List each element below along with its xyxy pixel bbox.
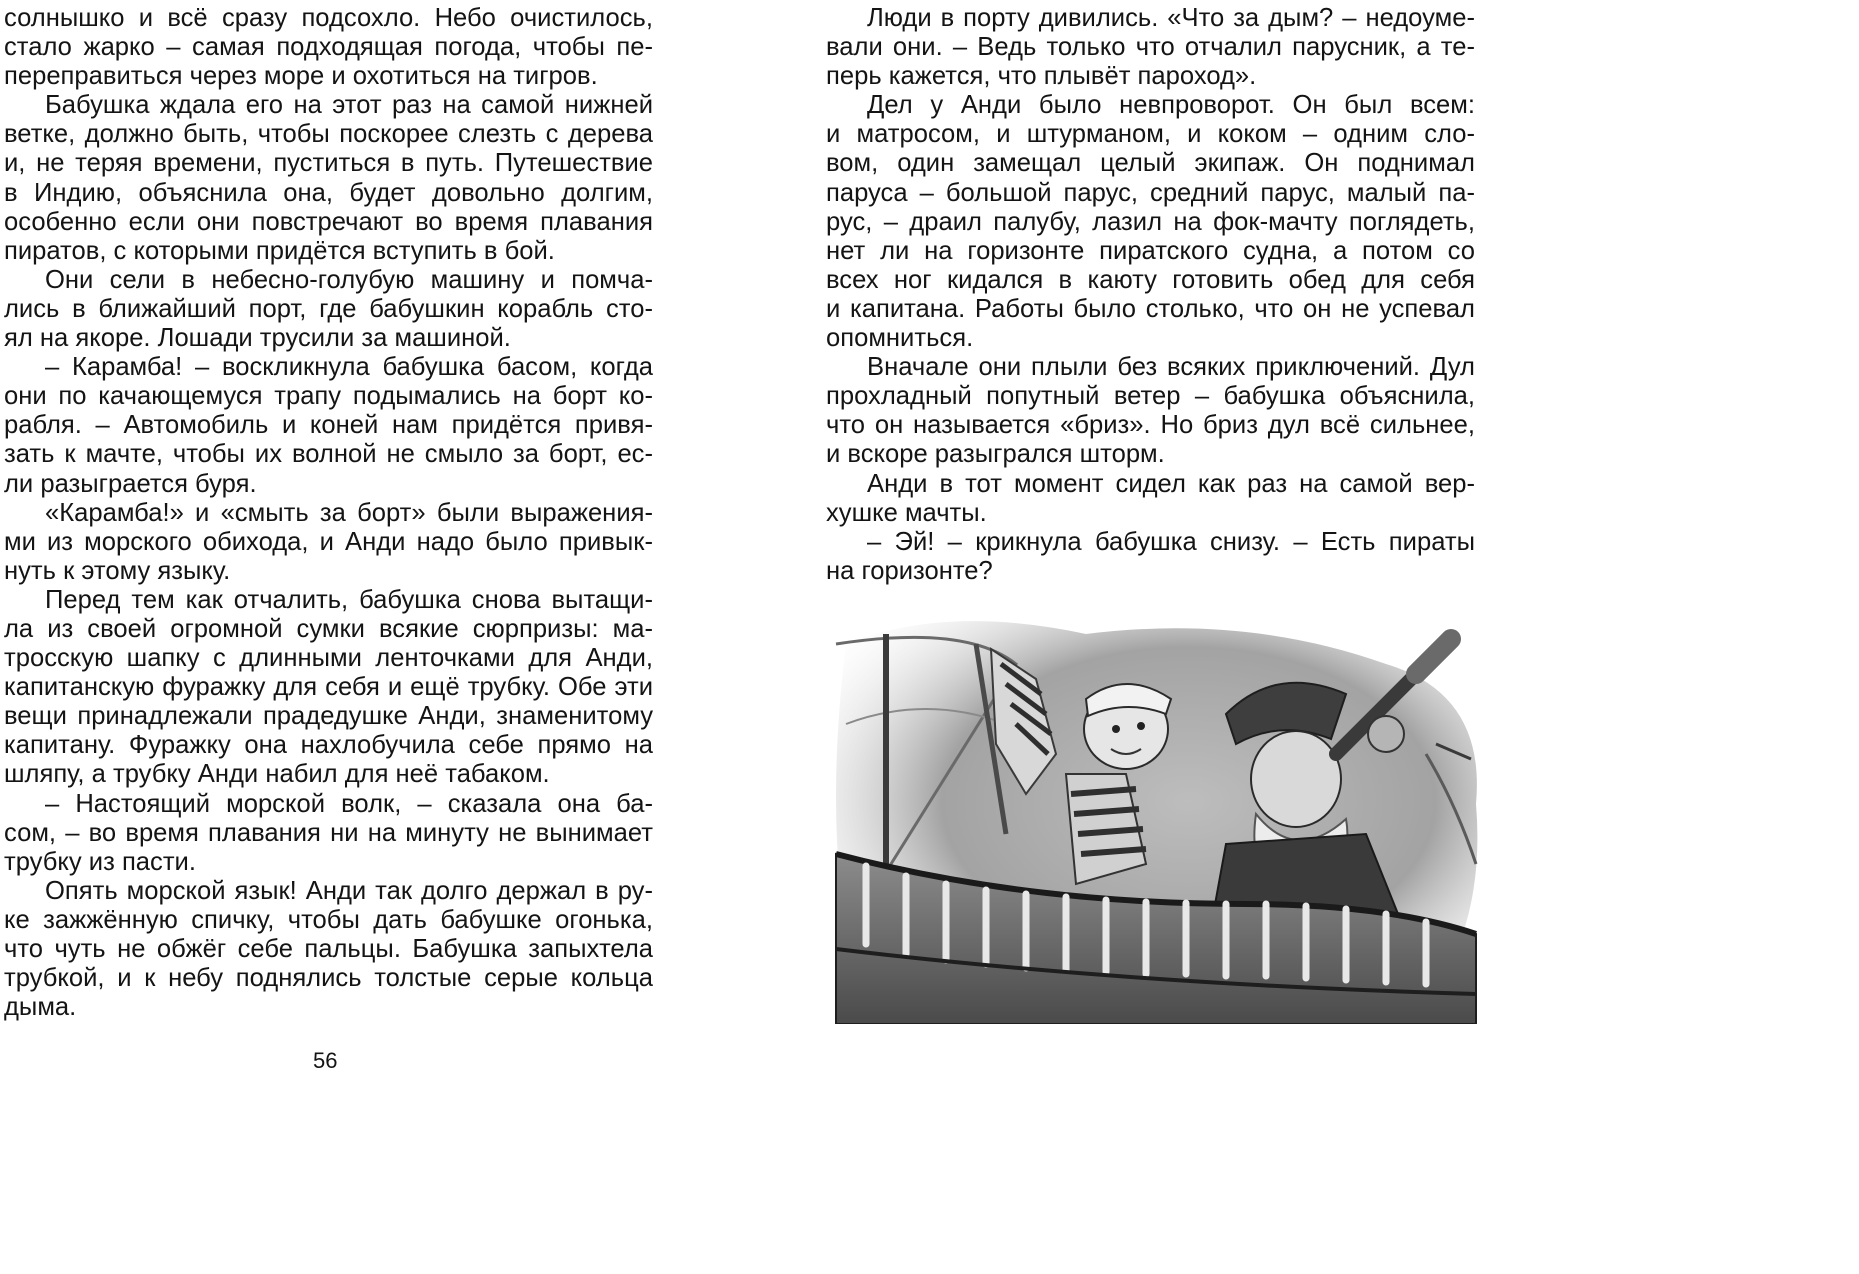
left-text-column (4, 4, 653, 1022)
text-line: пиратов, с которыми придётся вступить в бой. (4, 236, 555, 265)
text-line: Люди в порту дивились. «Что за дым? – недоуме- (867, 4, 1475, 32)
text-line: стало жарко – самая подходящая погода, чтобы пе- (4, 33, 653, 62)
text-line: сом, – во время плавания ни на минуту не вынимает (4, 818, 653, 847)
text-line: тросскую шапку с длинными ленточками для Анди, (4, 644, 653, 673)
text-line: и, не теряя времени, пуститься в путь. Путешествие (4, 149, 653, 178)
text-line: всех ног кидался в каюту готовить обед для себя (826, 265, 1475, 294)
text-line: ял на якоре. Лошади трусили за машиной. (4, 324, 511, 353)
text-line: паруса – большой парус, средний парус, малый па- (826, 178, 1475, 207)
text-line: солнышко и всё сразу подсохло. Небо очистилось, (4, 4, 653, 32)
text-line: перь кажется, что плывёт пароход». (826, 62, 1257, 91)
ship-illustration (826, 604, 1486, 1024)
text-line: ла из своей огромной сумки всякие сюрпризы: ма- (4, 614, 653, 643)
text-line: особенно если они повстречают во время плавания (4, 207, 653, 236)
text-line: Вначале они плыли без всяких приключений. Дул (867, 353, 1475, 382)
text-line: ветке, должно быть, чтобы поскорее слезть с дерева (4, 120, 653, 149)
text-line: шляпу, а трубку Анди набил для неё табаком. (4, 760, 550, 789)
text-line: они по качающемуся трапу подымались на борт ко- (4, 382, 653, 411)
text-line: Они сели в небесно-голубую машину и помча- (45, 265, 653, 294)
text-line: капитанскую фуражку для себя и ещё трубку. Обе эти (4, 673, 653, 702)
text-line: нуть к этому языку. (4, 556, 231, 585)
text-line: – Настоящий морской волк, – сказала она ба- (45, 789, 653, 818)
text-line: зать к мачте, чтобы их волной не смыло за борт, ес- (4, 440, 653, 469)
text-line: прохладный попутный ветер – бабушка объяснила, (826, 382, 1475, 411)
text-line: и вскоре разыгрался шторм. (826, 440, 1165, 469)
text-line: Перед тем как отчалить, бабушка снова вытащи- (45, 585, 653, 614)
text-line: переправиться через море и охотиться на тигров. (4, 62, 598, 91)
text-line: Опять морской язык! Анди так долго держал в ру- (45, 876, 653, 905)
text-line: ке зажжённую спичку, чтобы дать бабушке огонька, (4, 905, 653, 934)
ship-illustration-drawing (826, 604, 1486, 1024)
text-line: что он называется «бриз». Но бриз дул всё сильнее, (826, 411, 1475, 440)
text-line: хушке мачты. (826, 498, 987, 527)
text-line: вали они. – Ведь только что отчалил парусник, а те- (826, 33, 1475, 62)
text-line: Дел у Анди было невпроворот. Он был всем: (867, 91, 1475, 120)
text-line: – Карамба! – воскликнула бабушка басом, когда (45, 353, 653, 382)
text-line: трубкой, и к небу поднялись толстые серые кольца (4, 964, 653, 993)
text-line: что чуть не обжёг себе пальцы. Бабушка запыхтела (4, 935, 653, 963)
text-line: – Эй! – крикнула бабушка снизу. – Есть пираты (867, 527, 1475, 556)
text-line: на горизонте? (826, 556, 993, 585)
page-number: 56 (313, 1048, 338, 1073)
text-line: вом, один замещал целый экипаж. Он поднимал (826, 149, 1475, 178)
text-line: и матросом, и штурманом, и коком – одним сло- (826, 120, 1475, 149)
text-line: рабля. – Автомобиль и коней нам придётся привя- (4, 411, 653, 440)
text-line: «Карамба!» и «смыть за борт» были выражения- (45, 498, 653, 527)
text-line: в Индию, объяснила она, будет довольно долгим, (4, 178, 653, 207)
text-line: ми из морского обихода, и Анди надо было привык- (4, 527, 653, 556)
text-line: и капитана. Работы было столько, что он не успевал (826, 294, 1475, 323)
right-text-column (826, 4, 1475, 586)
text-line: Бабушка ждала его на этот раз на самой нижней (45, 91, 653, 120)
text-line: вещи принадлежали прадедушке Анди, знаменитому (4, 702, 653, 731)
text-line: рус, – драил палубу, лазил на фок-мачту поглядеть, (826, 207, 1475, 236)
text-line: Анди в тот момент сидел как раз на самой вер- (867, 469, 1475, 498)
text-line: ли разыграется буря. (4, 469, 257, 498)
text-line: лись в ближайший порт, где бабушкин корабль сто- (4, 294, 653, 323)
text-line: трубку из пасти. (4, 847, 196, 876)
text-line: нет ли на горизонте пиратского судна, а потом со (826, 236, 1475, 265)
text-line: опомниться. (826, 324, 974, 353)
text-line: дыма. (4, 993, 77, 1022)
text-line: капитану. Фуражку она нахлобучила себе прямо на (4, 731, 653, 760)
